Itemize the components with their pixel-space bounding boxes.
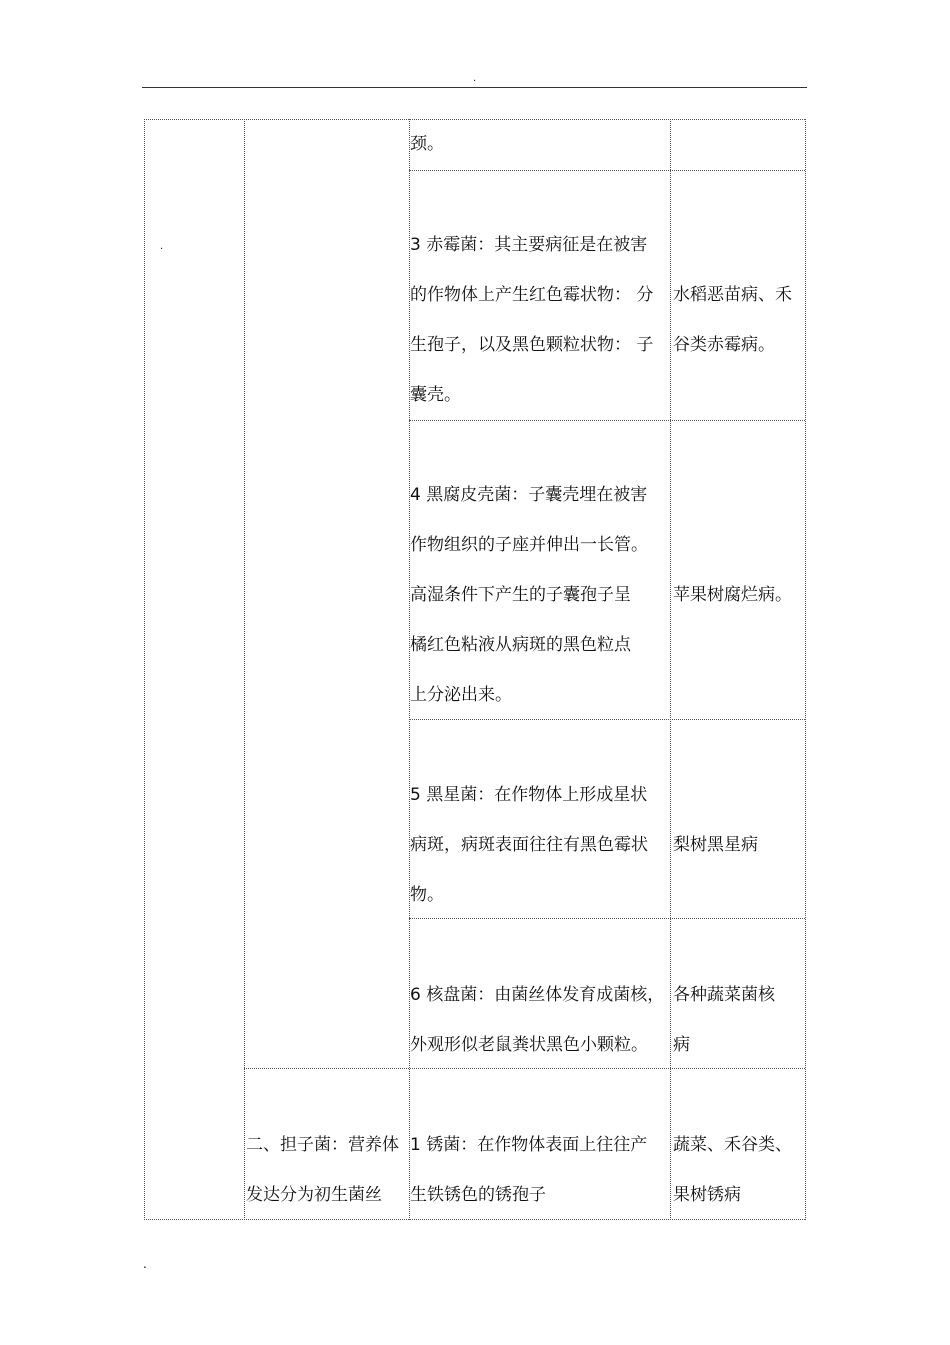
- row-7-desc-line-1: 1 锈菌：在作物体表面上往往产: [410, 1135, 648, 1155]
- header-mark: .: [473, 73, 477, 84]
- row-3-example-line-2: 谷类赤霉病。: [673, 335, 775, 355]
- row-6-example-line-2: 病: [673, 1035, 690, 1055]
- row-7-example-line-1: 蔬菜、禾谷类、: [673, 1135, 792, 1155]
- table-border-top: [144, 119, 805, 120]
- row-4-example-line-1: 苹果树腐烂病。: [673, 585, 792, 605]
- margin-mark: .: [160, 241, 164, 252]
- row-3-desc-line-4: 囊壳。: [410, 385, 461, 405]
- footer-mark: .: [143, 1257, 147, 1271]
- table-row-examples: [673, 1120, 792, 1220]
- table-col-divider-3: [670, 119, 671, 1220]
- row-6-desc-line-2: 外观形似老鼠粪状黑色小颗粒。: [410, 1035, 648, 1055]
- table-row: [410, 220, 653, 420]
- table-row-examples: [673, 820, 758, 870]
- table-row: [410, 470, 648, 720]
- row-3-desc-line-3: 生孢子，以及黑色颗粒状物： 子: [410, 335, 654, 355]
- table-row: [410, 970, 664, 1070]
- row-7-category-line-2: 发达分为初生菌丝: [246, 1185, 382, 1205]
- row-1-desc-line-1: 颈。: [410, 134, 444, 154]
- table-row-examples: [673, 270, 792, 370]
- row-4-desc-line-5: 上分泌出来。: [410, 685, 512, 705]
- row-4-desc-line-2: 作物组织的子座并伸出一长管。: [410, 535, 648, 555]
- row-3-desc-line-1: 3 赤霉菌：其主要病征是在被害: [410, 235, 648, 255]
- row-5-example-line-1: 梨树黑星病: [673, 835, 758, 855]
- row-5-desc-line-3: 物。: [410, 885, 444, 905]
- row-divider-1: [409, 170, 805, 171]
- row-divider-2: [409, 420, 805, 421]
- table-border-left: [144, 119, 145, 1220]
- header-rule: [142, 87, 807, 88]
- table-col-divider-1: [244, 119, 245, 1220]
- row-7-desc-line-2: 生铁锈色的锈孢子: [410, 1185, 546, 1205]
- row-7-category-line-1: 二、担子菌：营养体: [246, 1135, 399, 1155]
- table-row-examples: [673, 970, 775, 1070]
- table-row: [410, 119, 444, 169]
- row-5-desc-line-1: 5 黑星菌：在作物体上形成星状: [410, 785, 648, 805]
- table-border-right: [805, 119, 806, 1220]
- table-row-category: [246, 1120, 399, 1220]
- row-6-desc-line-1: 6 核盘菌：由菌丝体发育成菌核，: [410, 985, 665, 1005]
- row-4-desc-line-4: 橘红色粘液从病斑的黑色粒点: [410, 635, 631, 655]
- row-7-example-line-2: 果树锈病: [673, 1185, 741, 1205]
- row-5-desc-line-2: 病斑，病斑表面往往有黑色霉状: [410, 835, 648, 855]
- table-row-examples: [673, 570, 792, 620]
- row-3-desc-line-2: 的作物体上产生红色霉状物： 分: [410, 285, 654, 305]
- row-6-example-line-1: 各种蔬菜菌核: [673, 985, 775, 1005]
- row-4-desc-line-1: 4 黑腐皮壳菌：子囊壳埋在被害: [410, 485, 648, 505]
- table-row: [410, 1120, 647, 1220]
- row-3-example-line-1: 水稻恶苗病、禾: [673, 285, 792, 305]
- row-4-desc-line-3: 高湿条件下产生的子囊孢子呈: [410, 585, 631, 605]
- table-row: [410, 770, 648, 920]
